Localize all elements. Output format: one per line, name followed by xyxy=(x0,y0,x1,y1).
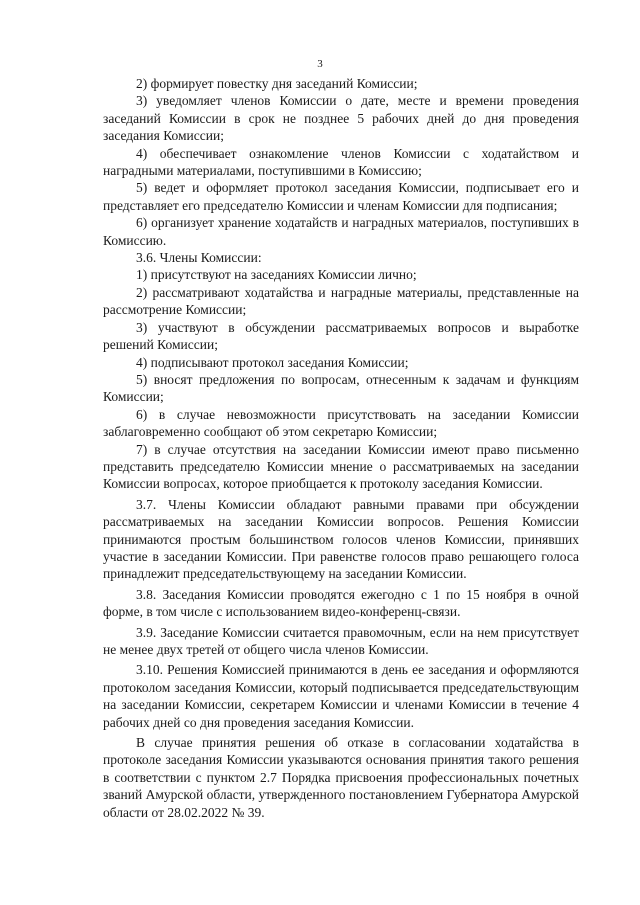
paragraph: 5) ведет и оформляет протокол заседания Комиссии, подписывает его и представляет его председателю Комиссии и членам Комиссии для подписания; xyxy=(103,180,579,213)
paragraph: В случае принятия решения об отказе в согласовании ходатайства в протоколе заседания Комиссии указываются основания принятия такого решения в соответствии с пунктом 2.7 Порядка присвоения профессиональных почетных званий Амурской области, утвержденного постановлением Губернатора Амурской области от 28.02.2022 № 39. xyxy=(103,735,579,820)
paragraph: 3) уведомляет членов Комиссии о дате, месте и времени проведения заседаний Комиссии в срок не позднее 5 рабочих дней до дня проведения заседания Комиссии; xyxy=(103,93,579,144)
paragraph: 3.6. Члены Комиссии: xyxy=(136,250,262,266)
paragraph: 3.8. Заседания Комиссии проводятся ежегодно с 1 по 15 ноября в очной форме, в том числе с использованием видео-конференц-связи. xyxy=(103,586,579,620)
paragraph: 2) рассматривают ходатайства и наградные материалы, представленные на рассмотрение Комиссии; xyxy=(103,284,579,318)
paragraph: 3) участвуют в обсуждении рассматриваемых вопросов и выработке решений Комиссии; xyxy=(103,319,579,353)
paragraph: 3.10. Решения Комиссией принимаются в день ее заседания и оформляются протоколом заседания Комиссии, который подписывается председательствующим на заседании Комиссии, секретарем Комиссии и членами Комиссии в течение 4 рабочих дней со дня проведения заседания Комиссии. xyxy=(103,662,579,730)
document-body xyxy=(103,75,579,821)
page-number: 3 xyxy=(317,58,323,70)
paragraph: 4) обеспечивает ознакомление членов Комиссии с ходатайством и наградными материалами, поступившими в Комиссию; xyxy=(103,145,579,179)
paragraph: 1) присутствуют на заседаниях Комиссии лично; xyxy=(136,267,417,283)
paragraph: 5) вносят предложения по вопросам, отнесенным к задачам и функциям Комиссии; xyxy=(103,371,579,405)
paragraph: 6) организует хранение ходатайств и наградных материалов, поступивших в Комиссию. xyxy=(103,215,579,248)
paragraph: 3.7. Члены Комиссии обладают равными правами при обсуждении рассматриваемых на заседании Комиссии вопросов. Решения Комиссии принимаются простым большинством голосов членов Комиссии, принявших участие в заседании Комиссии. При равенстве голосов право решающего голоса принадлежит председательствующему на заседании Комиссии. xyxy=(103,496,579,582)
paragraph: 4) подписывают протокол заседания Комиссии; xyxy=(136,354,409,370)
paragraph: 3.9. Заседание Комиссии считается правомочным, если на нем присутствует не менее двух третей от общего числа членов Комиссии. xyxy=(103,624,579,657)
paragraph: 7) в случае отсутствия на заседании Комиссии имеют право письменно представить председателю Комиссии мнение о рассматриваемых на заседании Комиссии вопросах, которое приобщается к протоколу заседания Комиссии. xyxy=(103,441,579,492)
paragraph: 6) в случае невозможности присутствовать на заседании Комиссии заблаговременно сообщают об этом секретарю Комиссии; xyxy=(103,406,579,440)
paragraph: 2) формирует повестку дня заседаний Комиссии; xyxy=(136,76,418,91)
